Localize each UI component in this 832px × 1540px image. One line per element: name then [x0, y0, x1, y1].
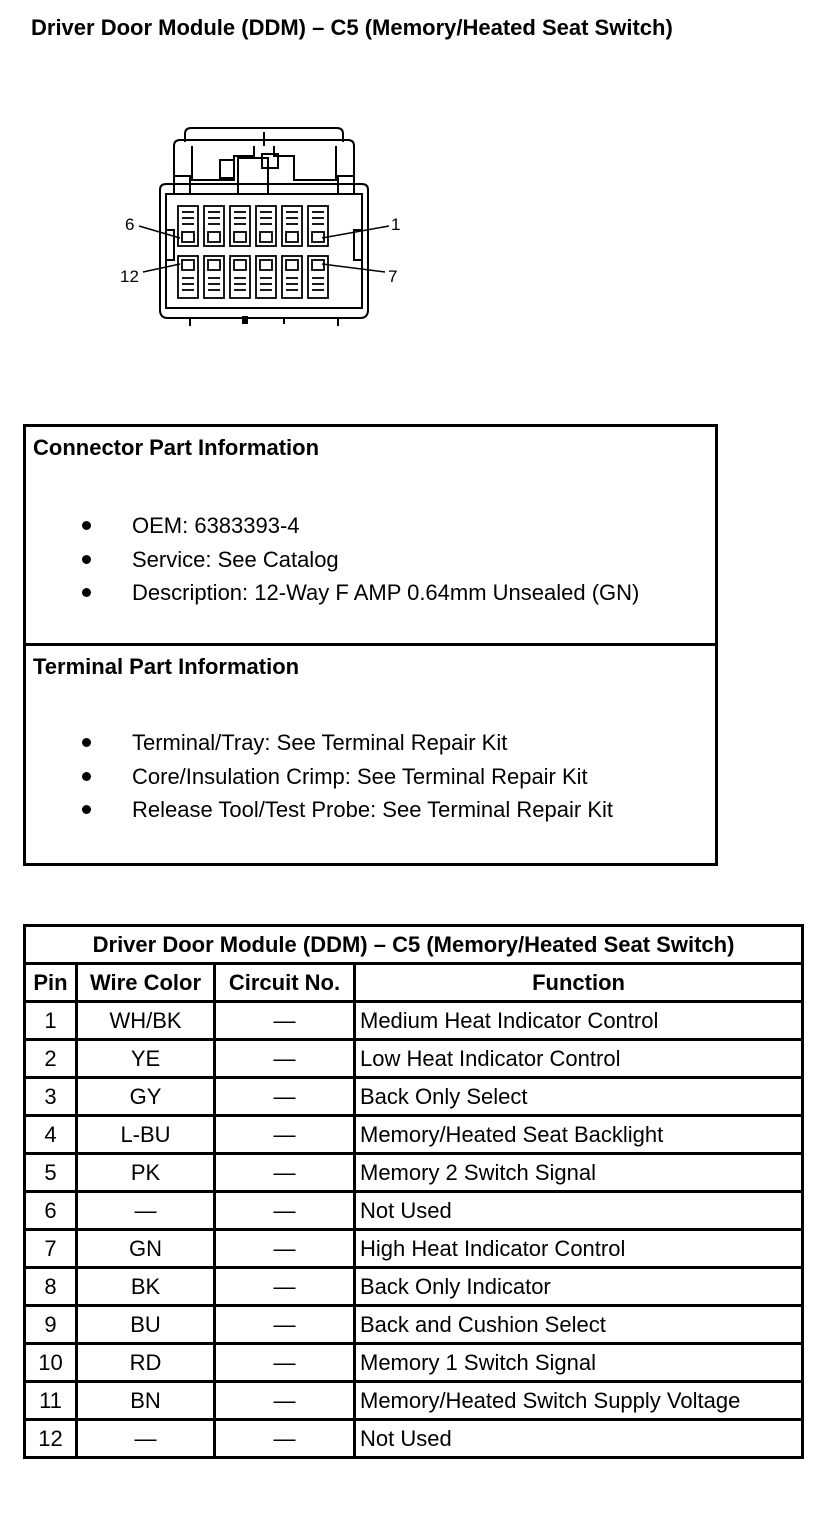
table-row	[25, 1192, 803, 1230]
list-item	[26, 760, 613, 794]
list-item	[26, 793, 613, 827]
pin-cell: 1	[25, 1002, 77, 1040]
connector-diagram	[110, 120, 420, 330]
terminal-info-heading: Terminal Part Information	[33, 654, 300, 679]
connector-face-drawing	[110, 120, 420, 330]
function-cell: Low Heat Indicator Control	[355, 1040, 803, 1078]
pin-cell: 12	[25, 1420, 77, 1458]
function-cell: Not Used	[355, 1420, 803, 1458]
terminal-info-list	[26, 726, 613, 827]
wire-color-cell: L-BU	[77, 1116, 215, 1154]
pin-cell: 6	[25, 1192, 77, 1230]
circuit-cell: —	[215, 1154, 355, 1192]
list-item-text: Description: 12-Way F AMP 0.64mm Unsealed (GN)	[132, 580, 640, 605]
connector-part-information	[26, 427, 715, 646]
function-cell: Medium Heat Indicator Control	[355, 1002, 803, 1040]
function-cell: Back and Cushion Select	[355, 1306, 803, 1344]
wire-color-cell: WH/BK	[77, 1002, 215, 1040]
function-cell: Memory 1 Switch Signal	[355, 1344, 803, 1382]
pin-cell: 4	[25, 1116, 77, 1154]
bullet-icon	[82, 738, 91, 747]
circuit-cell: —	[215, 1078, 355, 1116]
table-row	[25, 1002, 803, 1040]
bullet-icon	[82, 772, 91, 781]
table-row	[25, 1154, 803, 1192]
connector-info-heading: Connector Part Information	[33, 435, 320, 460]
wire-color-cell: —	[77, 1420, 215, 1458]
table-header-row	[25, 964, 803, 1002]
function-cell: Memory/Heated Seat Backlight	[355, 1116, 803, 1154]
table-row	[25, 1078, 803, 1116]
pin-label-7: 7	[388, 267, 398, 286]
pin-label-1: 1	[391, 215, 401, 234]
list-item-text: Service: See Catalog	[132, 546, 339, 572]
table-row	[25, 1306, 803, 1344]
header-pin: Pin	[25, 964, 77, 1002]
wire-color-cell: YE	[77, 1040, 215, 1078]
wire-color-cell: GN	[77, 1230, 215, 1268]
list-item	[26, 509, 639, 543]
header-circuit-no: Circuit No.	[215, 964, 355, 1002]
page-title: Driver Door Module (DDM) – C5 (Memory/Heated Seat Switch)	[31, 15, 673, 40]
terminal-part-information	[26, 646, 715, 863]
wire-color-cell: BU	[77, 1306, 215, 1344]
wire-color-cell: —	[77, 1192, 215, 1230]
circuit-cell: —	[215, 1306, 355, 1344]
table-row	[25, 1230, 803, 1268]
pin-cell: 8	[25, 1268, 77, 1306]
wire-color-cell: PK	[77, 1154, 215, 1192]
list-item	[26, 726, 613, 760]
wire-color-cell: BK	[77, 1268, 215, 1306]
list-item-text: Terminal/Tray: See Terminal Repair Kit	[132, 730, 508, 755]
circuit-cell: —	[215, 1230, 355, 1268]
table-row	[25, 1420, 803, 1458]
leader-line-pin-1	[322, 226, 389, 238]
circuit-cell: —	[215, 1420, 355, 1458]
bullet-icon	[82, 588, 91, 597]
list-item	[26, 543, 639, 577]
pin-cell: 5	[25, 1154, 77, 1192]
pin-cell: 2	[25, 1040, 77, 1078]
circuit-cell: —	[215, 1116, 355, 1154]
wire-color-cell: RD	[77, 1344, 215, 1382]
function-cell: Back Only Indicator	[355, 1268, 803, 1306]
circuit-cell: —	[215, 1002, 355, 1040]
pin-cell: 11	[25, 1382, 77, 1420]
circuit-cell: —	[215, 1382, 355, 1420]
table-row	[25, 1344, 803, 1382]
wire-color-cell: GY	[77, 1078, 215, 1116]
table-row	[25, 1268, 803, 1306]
pin-cell: 10	[25, 1344, 77, 1382]
part-information-box	[23, 424, 718, 866]
header-function: Function	[355, 964, 803, 1002]
pin-cell: 7	[25, 1230, 77, 1268]
connector-info-list	[26, 509, 639, 610]
pin-assignment-table	[23, 924, 804, 1459]
pin-label-6: 6	[125, 215, 135, 234]
table-row	[25, 1040, 803, 1078]
bullet-icon	[82, 555, 91, 564]
pin-label-12: 12	[120, 267, 139, 286]
circuit-cell: —	[215, 1268, 355, 1306]
pin-cell: 9	[25, 1306, 77, 1344]
leader-line-pin-7	[322, 264, 385, 272]
function-cell: High Heat Indicator Control	[355, 1230, 803, 1268]
table-row	[25, 1116, 803, 1154]
table-title-row	[25, 926, 803, 964]
function-cell: Memory/Heated Switch Supply Voltage	[355, 1382, 803, 1420]
function-cell: Back Only Select	[355, 1078, 803, 1116]
circuit-cell: —	[215, 1040, 355, 1078]
list-item	[26, 576, 639, 610]
list-item-text: Core/Insulation Crimp: See Terminal Repair Kit	[132, 763, 588, 789]
bullet-icon	[82, 805, 91, 814]
function-cell: Not Used	[355, 1192, 803, 1230]
circuit-cell: —	[215, 1192, 355, 1230]
table-title: Driver Door Module (DDM) – C5 (Memory/Heated Seat Switch)	[25, 926, 803, 964]
pin-cell: 3	[25, 1078, 77, 1116]
header-wire-color: Wire Color	[77, 964, 215, 1002]
wire-color-cell: BN	[77, 1382, 215, 1420]
bullet-icon	[82, 521, 91, 530]
table-row	[25, 1382, 803, 1420]
function-cell: Memory 2 Switch Signal	[355, 1154, 803, 1192]
circuit-cell: —	[215, 1344, 355, 1382]
leader-line-pin-12	[143, 264, 180, 272]
list-item-text: Release Tool/Test Probe: See Terminal Repair Kit	[132, 797, 613, 822]
list-item-text: OEM: 6383393-4	[132, 513, 300, 538]
